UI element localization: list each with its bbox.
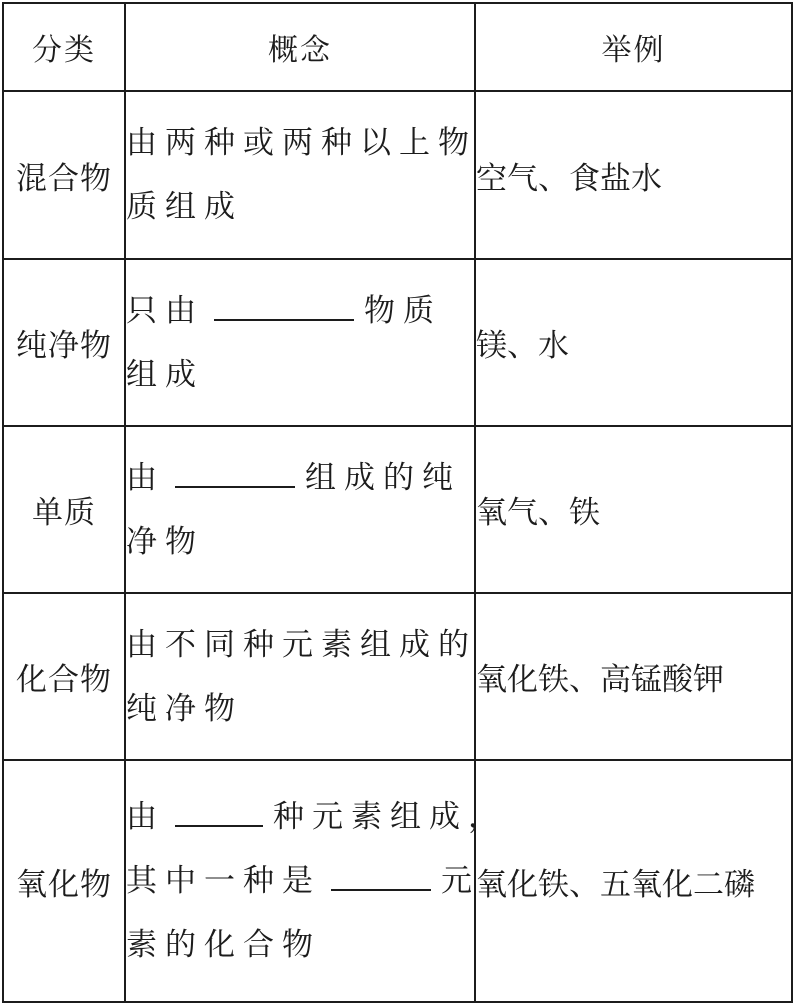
concept-cell (125, 760, 507, 1002)
concept-line (126, 446, 474, 510)
header-example: 举例 (475, 3, 792, 91)
fill-blank[interactable] (175, 456, 295, 488)
concept-text: 由不同种元素组成的 (126, 626, 477, 663)
header-category: 分类 (3, 3, 125, 91)
table-row (3, 91, 792, 259)
table-row (3, 426, 792, 593)
header-concept: 概念 (125, 3, 475, 91)
table-row (3, 259, 792, 426)
concept-text: 净物 (126, 523, 204, 560)
category-cell: 化合物 (3, 593, 125, 760)
concept-text: 由 (126, 799, 165, 835)
header-row (3, 3, 792, 91)
category-cell: 氧化物 (3, 760, 125, 1002)
fill-blank[interactable] (214, 289, 354, 321)
concept-text: 物质 (364, 292, 442, 329)
example-cell: 氧气、铁 (475, 426, 792, 593)
table-row (3, 593, 792, 760)
concept-cell (125, 91, 475, 259)
concept-text: 纯净物 (126, 690, 243, 727)
example-cell: 镁、水 (475, 259, 792, 426)
concept-text: 其中一种是 (126, 863, 321, 899)
category-cell: 混合物 (3, 91, 125, 259)
concept-cell (125, 593, 475, 760)
concept-line (126, 785, 507, 849)
example-cell: 氧化铁、五氧化二磷 (475, 760, 792, 1002)
concept-text: 种元素组成， (273, 799, 507, 835)
category-cell: 纯净物 (3, 259, 125, 426)
concept-text: 只由 (126, 292, 204, 329)
concept-line (126, 279, 474, 343)
concept-text: 组成的纯 (305, 459, 461, 496)
table-row (3, 760, 792, 1002)
classification-table (2, 2, 793, 1003)
category-cell: 单质 (3, 426, 125, 593)
concept-text: 由两种或两种以上物 (126, 125, 477, 161)
concept-cell (125, 259, 475, 426)
concept-text: 由 (126, 459, 165, 496)
concept-cell (125, 426, 475, 593)
concept-text: 组成 (126, 356, 204, 393)
fill-blank[interactable] (331, 859, 431, 891)
concept-text: 素的化合物 (126, 927, 321, 963)
example-cell: 空气、食盐水 (475, 91, 792, 259)
concept-text: 元 (441, 863, 480, 899)
example-cell: 氧化铁、高锰酸钾 (475, 593, 792, 760)
concept-line (126, 849, 480, 913)
concept-text: 质组成 (126, 189, 243, 225)
fill-blank[interactable] (175, 795, 263, 827)
